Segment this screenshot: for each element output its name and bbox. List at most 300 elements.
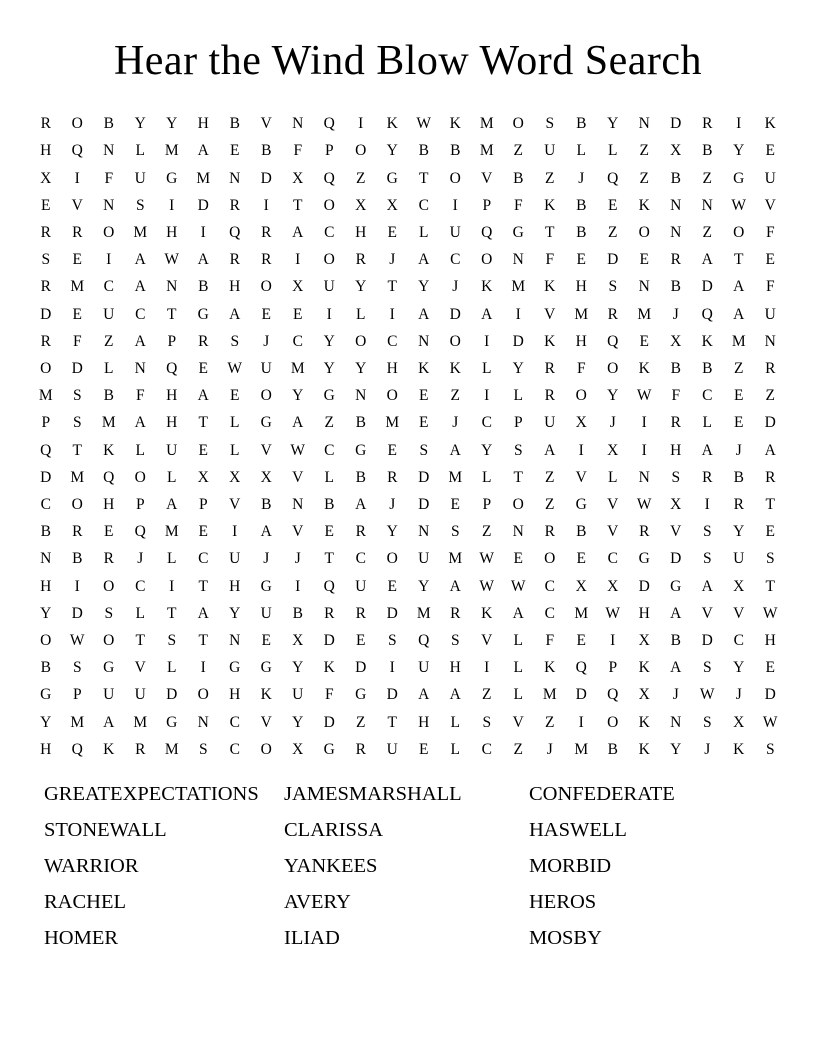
grid-letter: A — [701, 251, 713, 269]
grid-letter: S — [702, 659, 712, 677]
grid-letter: K — [103, 441, 115, 459]
grid-letter: N — [355, 387, 367, 405]
grid-letter: R — [544, 387, 555, 405]
grid-letter: Z — [356, 169, 366, 187]
grid-letter: O — [386, 550, 398, 568]
grid-letter: Z — [482, 523, 492, 541]
grid-letter: Y — [292, 713, 304, 731]
grid-row — [30, 382, 786, 409]
grid-letter: M — [479, 115, 494, 133]
grid-letter: N — [134, 360, 146, 378]
grid-letter: Y — [292, 659, 304, 677]
grid-letter: U — [733, 550, 745, 568]
grid-letter: C — [292, 332, 303, 350]
grid-letter: Y — [670, 740, 682, 758]
grid-letter: S — [198, 740, 208, 758]
grid-letter: Z — [702, 224, 712, 241]
grid-letter: E — [41, 196, 51, 214]
grid-letter: R — [670, 251, 681, 269]
grid-letter: J — [546, 740, 553, 758]
grid-letter: O — [544, 550, 556, 568]
grid-letter: B — [355, 468, 366, 486]
grid-letter: P — [482, 196, 492, 214]
word-list-row — [44, 927, 772, 963]
grid-letter: A — [229, 305, 241, 323]
grid-letter: L — [135, 441, 145, 459]
grid-letter: O — [355, 332, 367, 350]
word-list-item: CLARISSA — [284, 819, 384, 842]
grid-letter: I — [169, 196, 175, 214]
grid-letter: M — [70, 713, 85, 731]
grid-letter: R — [261, 251, 272, 269]
grid-letter: O — [71, 115, 83, 133]
grid-letter: K — [544, 332, 556, 350]
grid-letter: M — [637, 305, 652, 323]
grid-letter: C — [198, 550, 209, 568]
grid-letter: K — [701, 332, 713, 350]
grid-letter: H — [575, 332, 587, 350]
grid-letter: N — [418, 523, 430, 541]
grid-letter: M — [574, 604, 589, 622]
grid-letter: R — [355, 604, 366, 622]
grid-letter: F — [513, 196, 523, 214]
grid-letter: A — [103, 713, 115, 731]
grid-letter: R — [387, 468, 398, 486]
grid-letter: S — [387, 632, 397, 650]
grid-letter: K — [638, 196, 650, 214]
grid-letter: Q — [607, 169, 619, 187]
grid-letter: B — [103, 115, 114, 133]
grid-letter: I — [263, 196, 269, 214]
grid-letter: X — [607, 441, 619, 459]
grid-letter: V — [607, 523, 619, 541]
grid-letter: C — [324, 224, 335, 241]
page-title: Hear the Wind Blow Word Search — [113, 38, 703, 84]
word-search-grid — [30, 110, 786, 763]
grid-letter: X — [292, 632, 304, 650]
grid-letter: O — [134, 468, 146, 486]
grid-letter: V — [134, 659, 146, 677]
grid-letter: L — [482, 468, 492, 486]
grid-letter: S — [135, 196, 145, 214]
grid-row — [30, 464, 786, 491]
grid-letter: Z — [356, 713, 366, 731]
word-search-grid-container — [0, 110, 816, 763]
grid-letter: L — [608, 142, 618, 160]
grid-letter: M — [448, 468, 463, 486]
grid-letter: A — [134, 414, 146, 432]
grid-letter: W — [731, 196, 747, 214]
grid-letter: E — [230, 387, 240, 405]
grid-letter: T — [387, 278, 397, 296]
grid-letter: O — [40, 632, 52, 650]
grid-row — [30, 219, 786, 246]
grid-letter: C — [324, 441, 335, 459]
grid-letter: C — [481, 740, 492, 758]
grid-letter: E — [734, 414, 744, 432]
grid-letter: K — [638, 740, 650, 758]
grid-letter: Q — [71, 142, 83, 160]
grid-letter: Y — [355, 360, 367, 378]
grid-letter: D — [386, 604, 398, 622]
grid-letter: E — [765, 251, 775, 269]
grid-letter: I — [358, 115, 364, 133]
word-list-item: STONEWALL — [44, 819, 167, 842]
grid-letter: V — [764, 196, 776, 214]
grid-letter: J — [452, 414, 459, 432]
grid-letter: D — [197, 196, 209, 214]
grid-letter: S — [545, 115, 555, 133]
grid-letter: G — [512, 224, 524, 241]
grid-letter: X — [670, 332, 682, 350]
grid-letter: A — [134, 251, 146, 269]
grid-letter: G — [323, 387, 335, 405]
grid-letter: V — [71, 196, 83, 214]
grid-letter: E — [419, 740, 429, 758]
grid-letter: D — [355, 659, 367, 677]
grid-letter: B — [40, 523, 51, 541]
grid-letter: J — [735, 441, 742, 459]
grid-letter: Q — [40, 441, 52, 459]
grid-letter: O — [638, 224, 650, 241]
grid-letter: F — [293, 142, 303, 160]
grid-row — [30, 709, 786, 736]
grid-letter: W — [290, 441, 306, 459]
grid-letter: W — [762, 604, 778, 622]
grid-letter: C — [544, 604, 555, 622]
grid-letter: O — [260, 387, 272, 405]
grid-row — [30, 654, 786, 681]
grid-letter: U — [544, 142, 556, 160]
grid-letter: T — [324, 550, 334, 568]
grid-letter: H — [166, 387, 178, 405]
grid-letter: K — [418, 360, 430, 378]
grid-letter: J — [452, 278, 459, 296]
grid-letter: E — [576, 632, 586, 650]
grid-letter: X — [355, 196, 367, 214]
grid-letter: L — [513, 632, 523, 650]
grid-letter: S — [72, 387, 82, 405]
grid-letter: C — [544, 577, 555, 595]
grid-letter: Q — [103, 468, 115, 486]
grid-letter: Z — [765, 387, 775, 405]
grid-letter: R — [135, 740, 146, 758]
grid-letter: X — [733, 577, 745, 595]
grid-letter: C — [40, 496, 51, 514]
grid-letter: M — [164, 523, 179, 541]
grid-letter: M — [574, 305, 589, 323]
grid-letter: H — [229, 278, 241, 296]
grid-letter: R — [355, 740, 366, 758]
grid-letter: N — [418, 332, 430, 350]
grid-letter: H — [386, 360, 398, 378]
grid-letter: I — [106, 251, 112, 269]
grid-letter: M — [479, 142, 494, 160]
grid-letter: B — [418, 142, 429, 160]
grid-letter: O — [260, 278, 272, 296]
grid-letter: V — [229, 496, 241, 514]
grid-letter: H — [197, 115, 209, 133]
grid-letter: R — [355, 251, 366, 269]
grid-letter: L — [513, 659, 523, 677]
grid-letter: S — [72, 659, 82, 677]
grid-letter: M — [38, 387, 53, 405]
grid-letter: E — [324, 523, 334, 541]
grid-letter: A — [449, 577, 461, 595]
grid-letter: U — [764, 169, 776, 187]
grid-letter: W — [416, 115, 432, 133]
grid-letter: W — [479, 577, 495, 595]
grid-letter: N — [701, 196, 713, 214]
grid-row — [30, 600, 786, 627]
grid-letter: M — [70, 468, 85, 486]
grid-letter: R — [544, 523, 555, 541]
grid-letter: F — [72, 332, 82, 350]
grid-letter: E — [72, 305, 82, 323]
word-list-item: HOMER — [44, 927, 119, 950]
grid-letter: L — [167, 659, 177, 677]
grid-letter: K — [544, 659, 556, 677]
grid-row — [30, 681, 786, 708]
grid-letter: B — [513, 169, 524, 187]
grid-letter: O — [512, 496, 524, 514]
grid-letter: R — [103, 550, 114, 568]
grid-letter: S — [765, 550, 775, 568]
grid-letter: R — [765, 360, 776, 378]
grid-letter: B — [576, 224, 587, 241]
grid-letter: E — [639, 251, 649, 269]
grid-letter: P — [482, 496, 492, 514]
grid-letter: C — [355, 550, 366, 568]
grid-letter: E — [198, 441, 208, 459]
grid-letter: D — [40, 305, 52, 323]
grid-letter: A — [260, 523, 272, 541]
grid-letter: W — [164, 251, 180, 269]
grid-letter: I — [641, 414, 647, 432]
grid-letter: L — [450, 740, 460, 758]
grid-letter: E — [765, 142, 775, 160]
grid-letter: L — [104, 360, 114, 378]
grid-letter: R — [40, 224, 51, 241]
grid-letter: N — [229, 169, 241, 187]
grid-letter: C — [135, 305, 146, 323]
grid-letter: U — [134, 169, 146, 187]
grid-row — [30, 573, 786, 600]
grid-letter: I — [578, 441, 584, 459]
word-list-item: GREATEXPECTATIONS — [44, 783, 259, 806]
grid-letter: L — [167, 468, 177, 486]
grid-letter: B — [261, 142, 272, 160]
grid-letter: J — [389, 251, 396, 269]
grid-letter: W — [762, 713, 778, 731]
grid-letter: W — [227, 360, 243, 378]
grid-letter: B — [72, 550, 83, 568]
grid-letter: B — [198, 278, 209, 296]
grid-letter: I — [484, 659, 490, 677]
word-list-item: MOSBY — [529, 927, 602, 950]
grid-letter: O — [323, 196, 335, 214]
grid-letter: I — [610, 632, 616, 650]
grid-letter: T — [167, 305, 177, 323]
grid-letter: R — [40, 115, 51, 133]
grid-letter: I — [484, 387, 490, 405]
grid-letter: T — [513, 468, 523, 486]
grid-letter: Y — [733, 142, 745, 160]
grid-letter: D — [449, 305, 461, 323]
grid-letter: M — [290, 360, 305, 378]
grid-letter: I — [578, 713, 584, 731]
grid-letter: M — [164, 142, 179, 160]
grid-letter: X — [638, 632, 650, 650]
grid-letter: H — [40, 142, 52, 160]
grid-letter: M — [385, 414, 400, 432]
grid-letter: T — [419, 169, 429, 187]
grid-letter: T — [765, 496, 775, 514]
grid-letter: R — [544, 360, 555, 378]
word-list-item: WARRIOR — [44, 855, 139, 878]
grid-row — [30, 437, 786, 464]
grid-letter: D — [670, 115, 682, 133]
grid-letter: O — [733, 224, 745, 241]
grid-letter: R — [229, 196, 240, 214]
grid-letter: O — [323, 251, 335, 269]
grid-letter: K — [544, 278, 556, 296]
grid-letter: Z — [545, 496, 555, 514]
grid-letter: I — [736, 115, 742, 133]
grid-letter: J — [672, 305, 679, 323]
grid-letter: O — [103, 224, 115, 241]
grid-letter: N — [103, 142, 115, 160]
grid-letter: Q — [323, 115, 335, 133]
grid-letter: R — [261, 224, 272, 241]
grid-letter: J — [389, 496, 396, 514]
grid-letter: S — [702, 550, 712, 568]
grid-letter: X — [229, 468, 241, 486]
grid-letter: A — [292, 224, 304, 241]
grid-letter: Y — [481, 441, 493, 459]
grid-letter: G — [166, 713, 178, 731]
grid-letter: N — [292, 115, 304, 133]
grid-letter: U — [229, 550, 241, 568]
grid-letter: M — [542, 686, 557, 704]
grid-letter: M — [164, 740, 179, 758]
grid-letter: P — [513, 414, 523, 432]
grid-letter: G — [355, 441, 367, 459]
grid-letter: W — [699, 686, 715, 704]
grid-letter: H — [670, 441, 682, 459]
grid-letter: I — [704, 496, 710, 514]
grid-letter: A — [733, 305, 745, 323]
grid-letter: B — [324, 496, 335, 514]
grid-letter: T — [135, 632, 145, 650]
grid-letter: J — [704, 740, 711, 758]
grid-letter: C — [229, 740, 240, 758]
grid-letter: G — [103, 659, 115, 677]
grid-letter: S — [450, 523, 460, 541]
grid-letter: J — [294, 550, 301, 568]
grid-letter: Q — [323, 169, 335, 187]
grid-letter: R — [355, 523, 366, 541]
grid-letter: M — [133, 713, 148, 731]
grid-letter: M — [416, 604, 431, 622]
grid-letter: S — [104, 604, 114, 622]
grid-letter: I — [295, 577, 301, 595]
grid-letter: D — [701, 278, 713, 296]
grid-letter: Y — [607, 387, 619, 405]
grid-letter: Z — [482, 686, 492, 704]
grid-letter: E — [387, 441, 397, 459]
word-list-item: AVERY — [284, 891, 351, 914]
grid-letter: H — [229, 686, 241, 704]
grid-row — [30, 273, 786, 300]
grid-letter: A — [197, 142, 209, 160]
grid-letter: Q — [229, 224, 241, 241]
grid-letter: V — [481, 169, 493, 187]
grid-letter: Y — [166, 115, 178, 133]
grid-letter: M — [70, 278, 85, 296]
grid-row — [30, 409, 786, 436]
grid-letter: G — [229, 659, 241, 677]
grid-letter: Q — [481, 224, 493, 241]
grid-letter: U — [323, 278, 335, 296]
grid-letter: V — [575, 468, 587, 486]
grid-letter: L — [482, 360, 492, 378]
grid-letter: U — [544, 414, 556, 432]
grid-letter: K — [260, 686, 272, 704]
grid-letter: Q — [418, 632, 430, 650]
grid-letter: E — [419, 414, 429, 432]
grid-letter: X — [260, 468, 272, 486]
grid-letter: C — [103, 278, 114, 296]
grid-letter: M — [101, 414, 116, 432]
grid-letter: K — [638, 659, 650, 677]
grid-letter: B — [103, 387, 114, 405]
grid-row — [30, 137, 786, 164]
grid-letter: E — [387, 577, 397, 595]
grid-letter: T — [765, 577, 775, 595]
word-list-table — [44, 783, 772, 963]
grid-letter: H — [166, 224, 178, 241]
grid-letter: L — [135, 604, 145, 622]
grid-letter: C — [135, 577, 146, 595]
grid-letter: E — [765, 659, 775, 677]
grid-letter: Y — [386, 142, 398, 160]
grid-letter: B — [702, 142, 713, 160]
grid-letter: U — [418, 659, 430, 677]
grid-letter: U — [418, 550, 430, 568]
grid-row — [30, 627, 786, 654]
grid-letter: R — [670, 414, 681, 432]
grid-letter: S — [702, 523, 712, 541]
grid-letter: J — [263, 332, 270, 350]
grid-letter: G — [638, 550, 650, 568]
grid-letter: G — [670, 577, 682, 595]
grid-letter: I — [326, 305, 332, 323]
grid-letter: C — [702, 387, 713, 405]
grid-letter: W — [605, 604, 621, 622]
grid-letter: G — [386, 169, 398, 187]
grid-letter: O — [575, 387, 587, 405]
grid-letter: N — [512, 251, 524, 269]
grid-letter: U — [260, 604, 272, 622]
grid-letter: E — [356, 632, 366, 650]
grid-letter: B — [576, 523, 587, 541]
grid-letter: E — [72, 251, 82, 269]
grid-letter: H — [229, 577, 241, 595]
grid-letter: E — [765, 523, 775, 541]
grid-letter: I — [452, 196, 458, 214]
grid-letter: B — [670, 360, 681, 378]
